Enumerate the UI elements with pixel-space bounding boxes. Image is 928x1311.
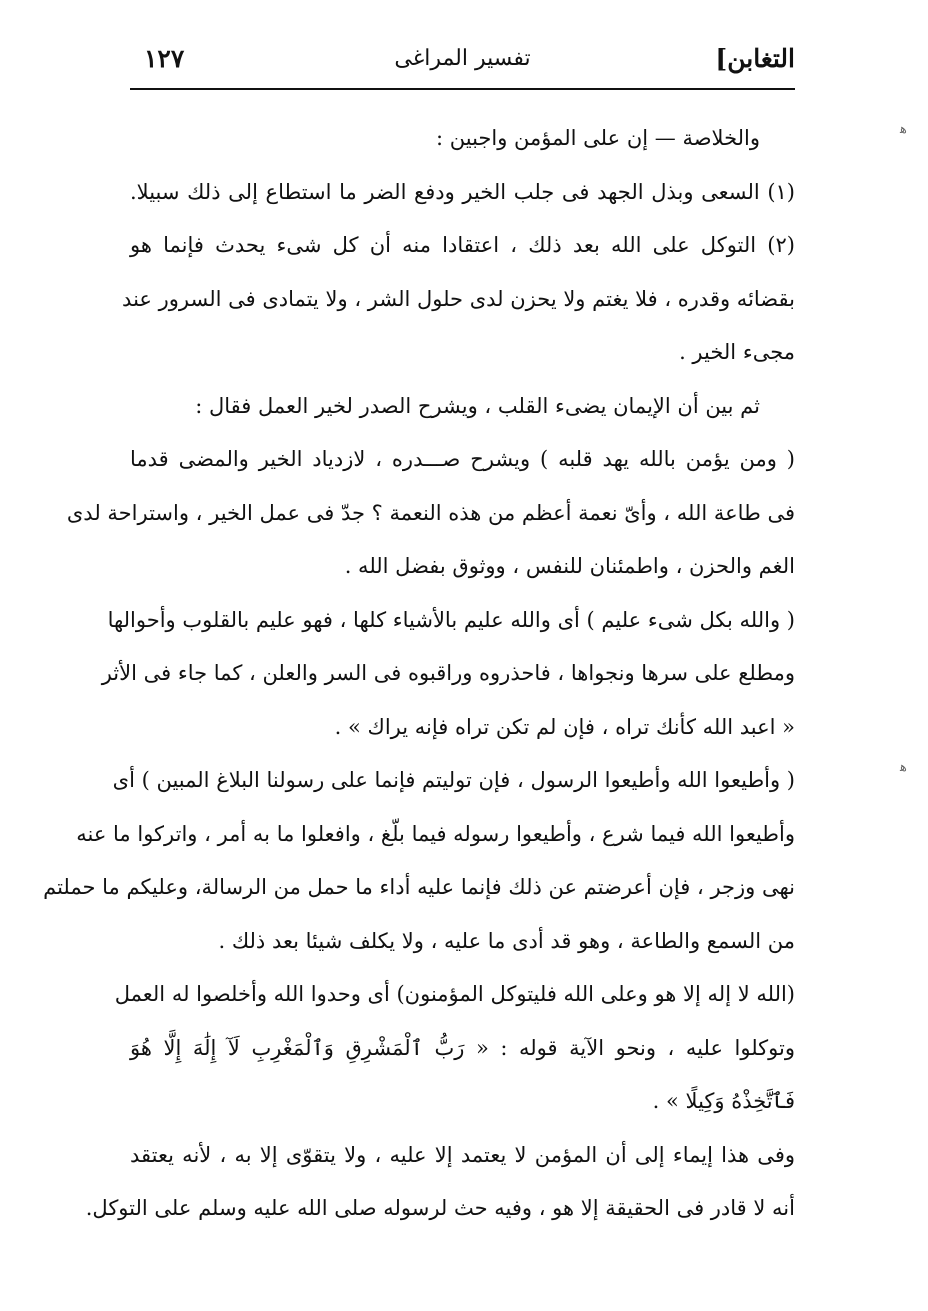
- text-line: بقضائه وقدره ، فلا يغتم ولا يحزن لدى حلول الشر ، ولا يتمادى فى السرور عند: [122, 286, 795, 311]
- text-line: ( وأطيعوا الله وأطيعوا الرسول ، فإن توليتم فإنما على رسولنا البلاغ المبين ) أى: [112, 768, 795, 792]
- text-line: نهى وزجر ، فإن أعرضتم عن ذلك فإنما عليه أداء ما حمل من الرسالة، وعليكم ما حملتم: [43, 875, 795, 899]
- paragraph-duty-1: [130, 166, 795, 220]
- paragraph-verse-3: [43, 754, 795, 968]
- paragraph-verse-1: [66, 433, 795, 594]
- margin-mark: ﻫ: [900, 760, 907, 775]
- text-line: فى طاعة الله ، وأىّ نعمة أعظم من هذه النعمة ؟ جدّ فى عمل الخير ، واستراحة لدى: [66, 500, 795, 525]
- text-line: ( والله بكل شىء عليم ) أى والله عليم بالأشياء كلها ، فهو عليم بالقلوب وأحوالها: [107, 607, 795, 632]
- surah-name: التغابن]: [715, 44, 795, 73]
- text-line: وفى هذا إيماء إلى أن المؤمن لا يعتمد إلا عليه ، ولا يتقوّى إلا به ، لأنه يعتقد: [130, 1142, 795, 1167]
- paragraph-verse-2: [101, 594, 795, 755]
- text-line: (١) السعى وبذل الجهد فى جلب الخير ودفع الضر ما استطاع إلى ذلك سبيلا.: [130, 179, 795, 204]
- paragraph-intro: [130, 380, 795, 434]
- book-title: تفسير المراغى: [394, 46, 531, 71]
- text-line: وتوكلوا عليه ، ونحو الآية قوله : « رَبُّ ٱلْمَشْرِقِ وَٱلْمَغْرِبِ لَآ إِلَٰهَ إِلَّا هُوَ: [130, 1035, 795, 1060]
- text-line: ثم بين أن الإيمان يضىء القلب ، ويشرح الصدر لخير العمل فقال :: [195, 393, 760, 418]
- text-line: (الله لا إله إلا هو وعلى الله فليتوكل المؤمنون) أى وحدوا الله وأخلصوا له العمل: [114, 982, 795, 1006]
- text-line: وأطيعوا الله فيما شرع ، وأطيعوا رسوله فيما بلّغ ، وافعلوا ما به أمر ، واتركوا ما عنه: [76, 821, 795, 846]
- text-line: الغم والحزن ، واطمئنان للنفس ، ووثوق بفضل الله .: [344, 554, 795, 578]
- page-number: ١٢٧: [144, 44, 185, 73]
- paragraph-summary: [130, 112, 795, 166]
- page-body: [43, 112, 795, 1236]
- margin-mark: ﻫ: [900, 122, 907, 137]
- text-line: ( ومن يؤمن بالله يهد قلبه ) ويشرح صـــدره ، لازدياد الخير والمضى قدما: [130, 447, 795, 471]
- paragraph-closing: [85, 1129, 795, 1236]
- text-line: أنه لا قادر فى الحقيقة إلا هو ، وفيه حث لرسوله صلى الله عليه وسلم على التوكل.: [85, 1196, 795, 1220]
- paragraph-verse-4: [114, 968, 795, 1129]
- text-line: فَٱتَّخِذْهُ وَكِيلًا » .: [652, 1089, 795, 1113]
- header-rule: [130, 88, 795, 90]
- text-line: ومطلع على سرها ونجواها ، فاحذروه وراقبوه فى السر والعلن ، كما جاء فى الأثر: [101, 661, 795, 685]
- text-line: والخلاصة — إن على المؤمن واجبين :: [436, 126, 760, 150]
- text-line: مجىء الخير .: [679, 340, 795, 364]
- text-line: (٢) التوكل على الله بعد ذلك ، اعتقادا منه أن كل شىء يحدث فإنما هو: [130, 233, 795, 257]
- text-line: من السمع والطاعة ، وهو قد أدى ما عليه ، ولا يكلف شيئا بعد ذلك .: [218, 928, 795, 953]
- text-line: « اعبد الله كأنك تراه ، فإن لم تكن تراه فإنه يراك » .: [334, 714, 795, 739]
- paragraph-duty-2: [122, 219, 795, 380]
- page-header: [130, 38, 795, 88]
